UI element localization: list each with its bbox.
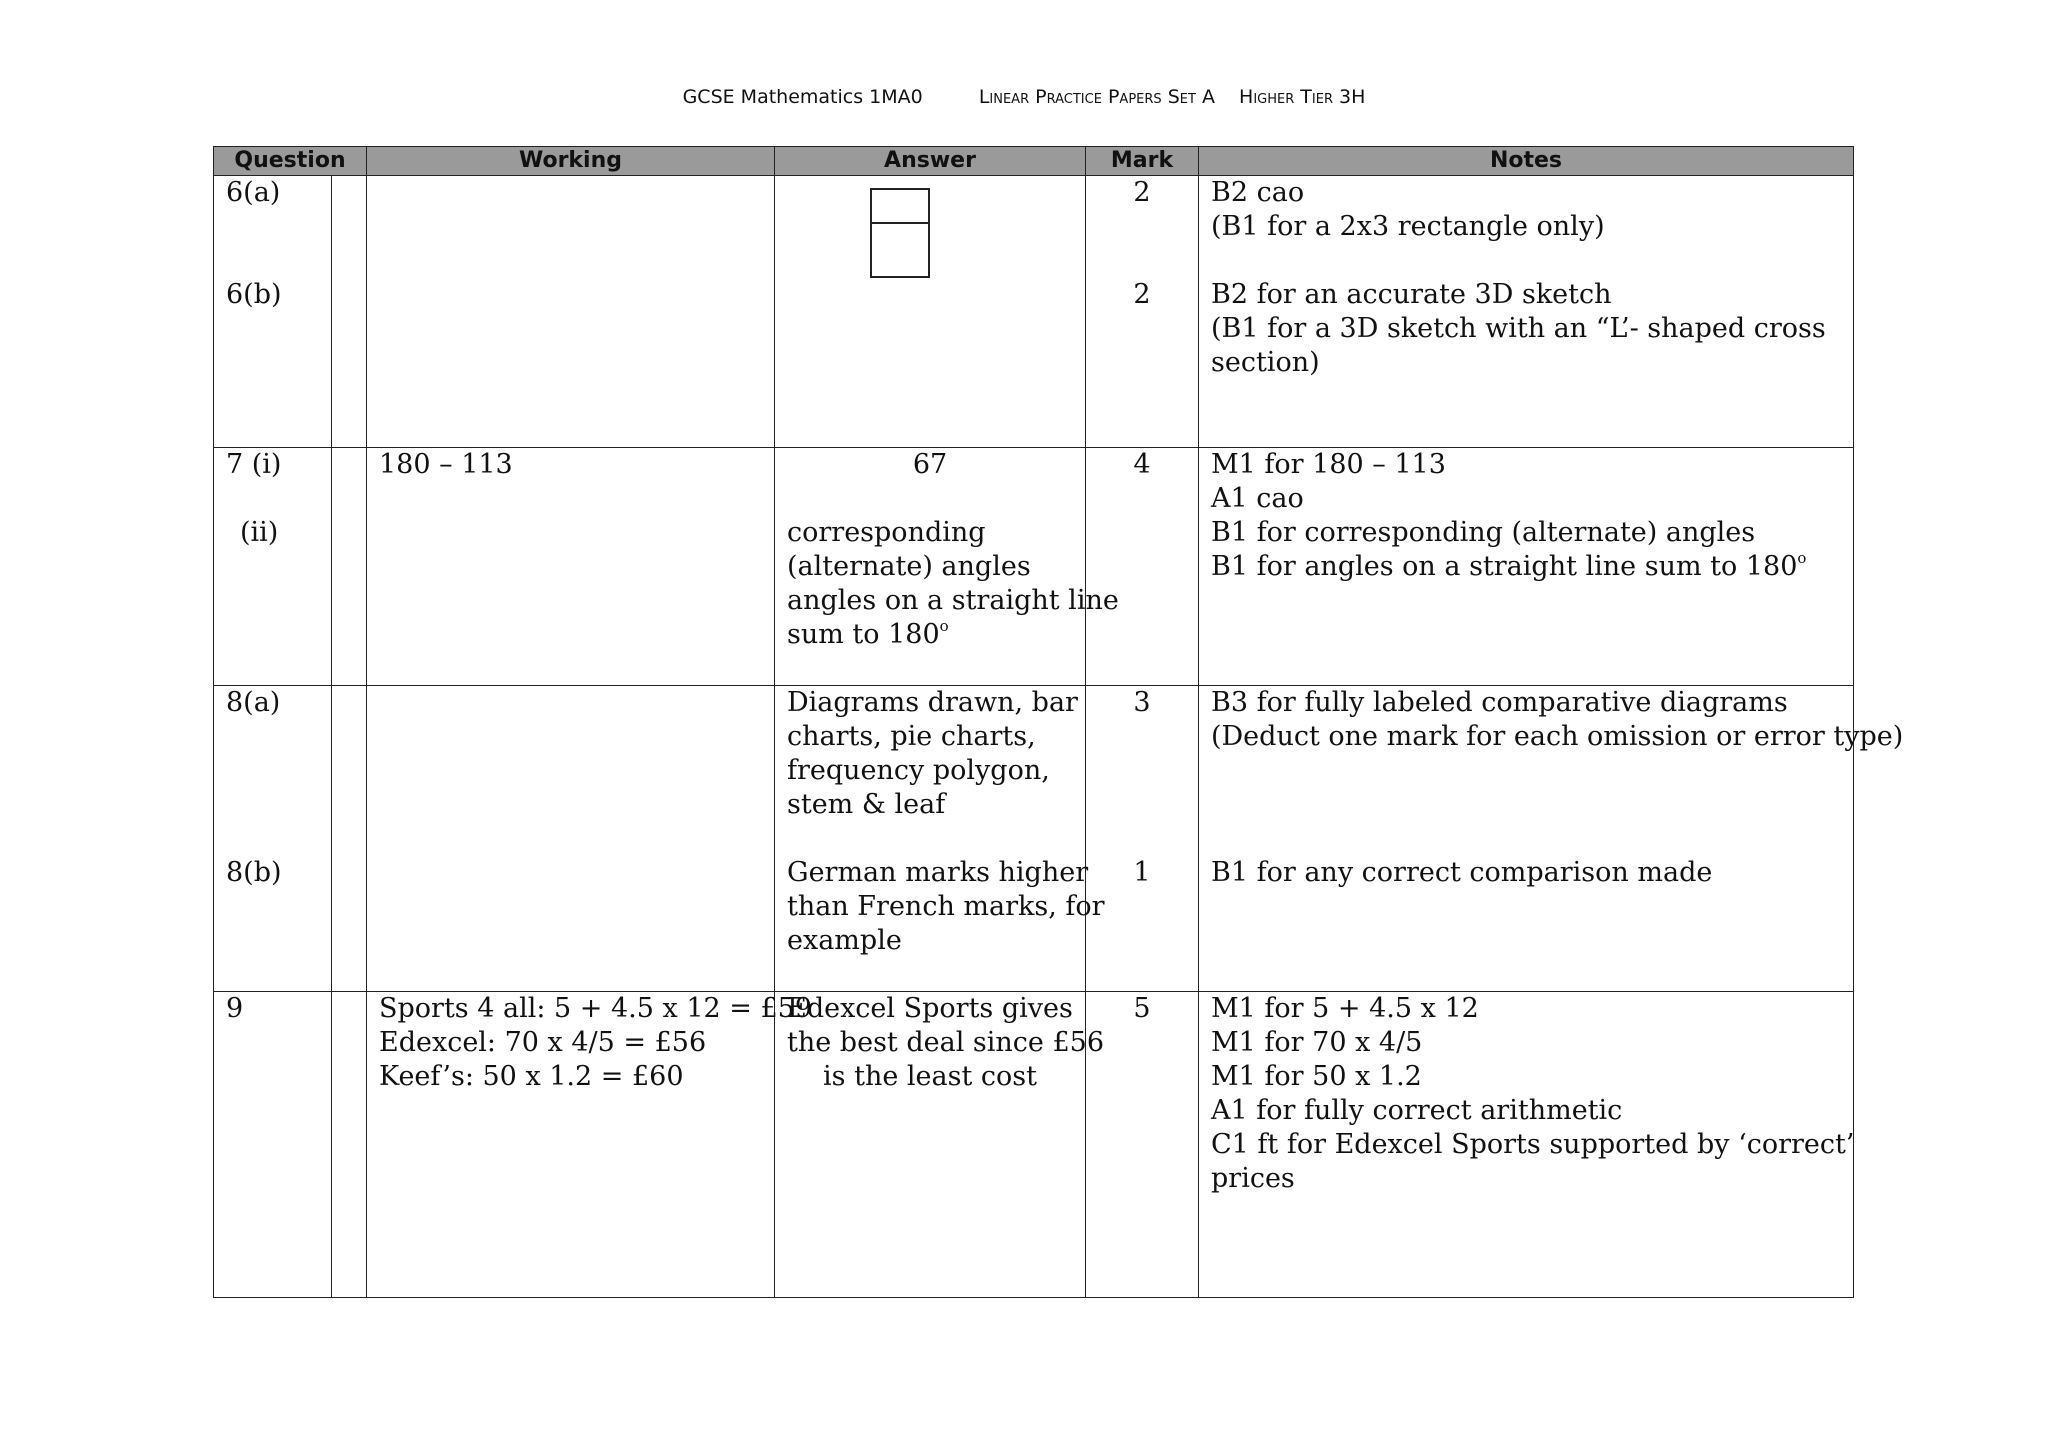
mark-scheme-table: [213, 146, 1904, 1298]
question-label: 9: [226, 993, 244, 1024]
answer-line: 67: [912, 449, 948, 480]
answer-cell: [775, 992, 1105, 1298]
note-line: M1 for 50 x 1.2: [1211, 1061, 1422, 1092]
answer-line: German marks higher: [787, 857, 1089, 888]
table-row: [214, 448, 1854, 686]
note-line: M1 for 5 + 4.5 x 12: [1211, 993, 1479, 1024]
note-line: B1 for corresponding (alternate) angles: [1211, 517, 1756, 548]
question-cell: [214, 176, 332, 448]
note-line: prices: [1211, 1163, 1295, 1194]
answer-cell: [775, 686, 1105, 992]
note-line: (B1 for a 3D sketch with an “L’- shaped cross: [1211, 313, 1826, 344]
table-header-row: [214, 147, 1854, 176]
working-cell: [367, 686, 775, 992]
mark-value: 2: [1133, 177, 1151, 208]
working-line: Edexcel: 70 x 4/5 = £56: [379, 1027, 707, 1058]
degree-symbol: o: [1797, 549, 1807, 567]
note-line: B1 for any correct comparison made: [1211, 857, 1713, 888]
note-line: B3 for fully labeled comparative diagrams: [1211, 687, 1788, 718]
answer-line: Edexcel Sports gives: [787, 993, 1073, 1024]
mark-cell: [1086, 176, 1199, 448]
net-diagram: [870, 188, 930, 278]
answer-line: example: [787, 925, 902, 956]
degree-symbol: o: [939, 617, 949, 635]
note-line: M1 for 70 x 4/5: [1211, 1027, 1423, 1058]
answer-line: (alternate) angles: [787, 551, 1031, 582]
question-label: 8(b): [226, 857, 282, 888]
note-line: (B1 for a 2x3 rectangle only): [1211, 211, 1605, 242]
question-label: (ii): [240, 517, 279, 548]
answer-line: corresponding: [787, 517, 986, 548]
notes-cell: [1199, 448, 1854, 686]
answer-line: stem & leaf: [787, 789, 946, 820]
answer-cell: [775, 448, 1119, 686]
mark-value: 1: [1133, 857, 1151, 888]
column-header-working: Working: [367, 147, 775, 176]
working-cell: [367, 448, 775, 686]
notes-cell: [1199, 686, 1904, 992]
mark-cell: [1086, 448, 1199, 686]
question-cell: [214, 448, 332, 686]
note-line: B2 for an accurate 3D sketch: [1211, 279, 1612, 310]
answer-line: Diagrams drawn, bar: [787, 687, 1078, 718]
column-header-mark: Mark: [1086, 147, 1199, 176]
header-subject: GCSE Mathematics 1MA0: [682, 86, 923, 108]
answer-line: is the least cost: [823, 1061, 1037, 1092]
table-row: [214, 686, 1854, 992]
sub-question-cell: [332, 448, 367, 686]
answer-line: charts, pie charts,: [787, 721, 1036, 752]
note-line: A1 for fully correct arithmetic: [1211, 1095, 1623, 1126]
mark-value: 2: [1133, 279, 1151, 310]
working-cell: [367, 176, 775, 448]
column-header-question: Question: [214, 147, 367, 176]
answer-text: sum to 180: [787, 619, 940, 650]
mark-value: 3: [1133, 687, 1151, 718]
working-cell: [367, 992, 813, 1298]
working-line: Sports 4 all: 5 + 4.5 x 12 = £59: [379, 993, 813, 1024]
working-line: 180 – 113: [379, 449, 513, 480]
answer-line: angles on a straight line: [787, 585, 1119, 616]
note-line: [1211, 550, 1841, 584]
column-header-answer: Answer: [775, 147, 1086, 176]
column-header-notes: Notes: [1199, 147, 1854, 176]
mark-value: 5: [1133, 993, 1151, 1024]
sub-question-cell: [332, 992, 367, 1298]
sub-question-cell: [332, 686, 367, 992]
note-line: A1 cao: [1211, 483, 1304, 514]
question-label: 8(a): [226, 687, 281, 718]
question-label: 7 (i): [226, 449, 282, 480]
answer-cell: [775, 176, 1086, 448]
question-label: 6(b): [226, 279, 282, 310]
note-line: C1 ft for Edexcel Sports supported by ‘correct’: [1211, 1129, 1855, 1160]
sub-question-cell: [332, 176, 367, 448]
note-line: section): [1211, 347, 1320, 378]
table-row: [214, 992, 1854, 1298]
answer-line: than French marks, for: [787, 891, 1105, 922]
answer-line: the best deal since £56: [787, 1027, 1105, 1058]
page-header: [0, 86, 2048, 108]
notes-cell: [1199, 176, 1854, 448]
note-line: (Deduct one mark for each omission or error type): [1211, 721, 1904, 752]
mark-cell: [1086, 686, 1199, 992]
answer-line: frequency polygon,: [787, 755, 1050, 786]
note-text: B1 for angles on a straight line sum to 180: [1211, 551, 1798, 582]
header-paper: Linear Practice Papers Set A: [978, 86, 1215, 108]
answer-line: [787, 618, 1073, 652]
question-cell: [214, 686, 332, 992]
table-row: [214, 176, 1854, 448]
question-label: 6(a): [226, 177, 281, 208]
working-line: Keef’s: 50 x 1.2 = £60: [379, 1061, 684, 1092]
mark-value: 4: [1133, 449, 1151, 480]
header-tier: Higher Tier 3H: [1239, 86, 1366, 108]
note-line: M1 for 180 – 113: [1211, 449, 1446, 480]
note-line: B2 cao: [1211, 177, 1305, 208]
notes-cell: [1199, 992, 1854, 1298]
question-cell: [214, 992, 332, 1298]
